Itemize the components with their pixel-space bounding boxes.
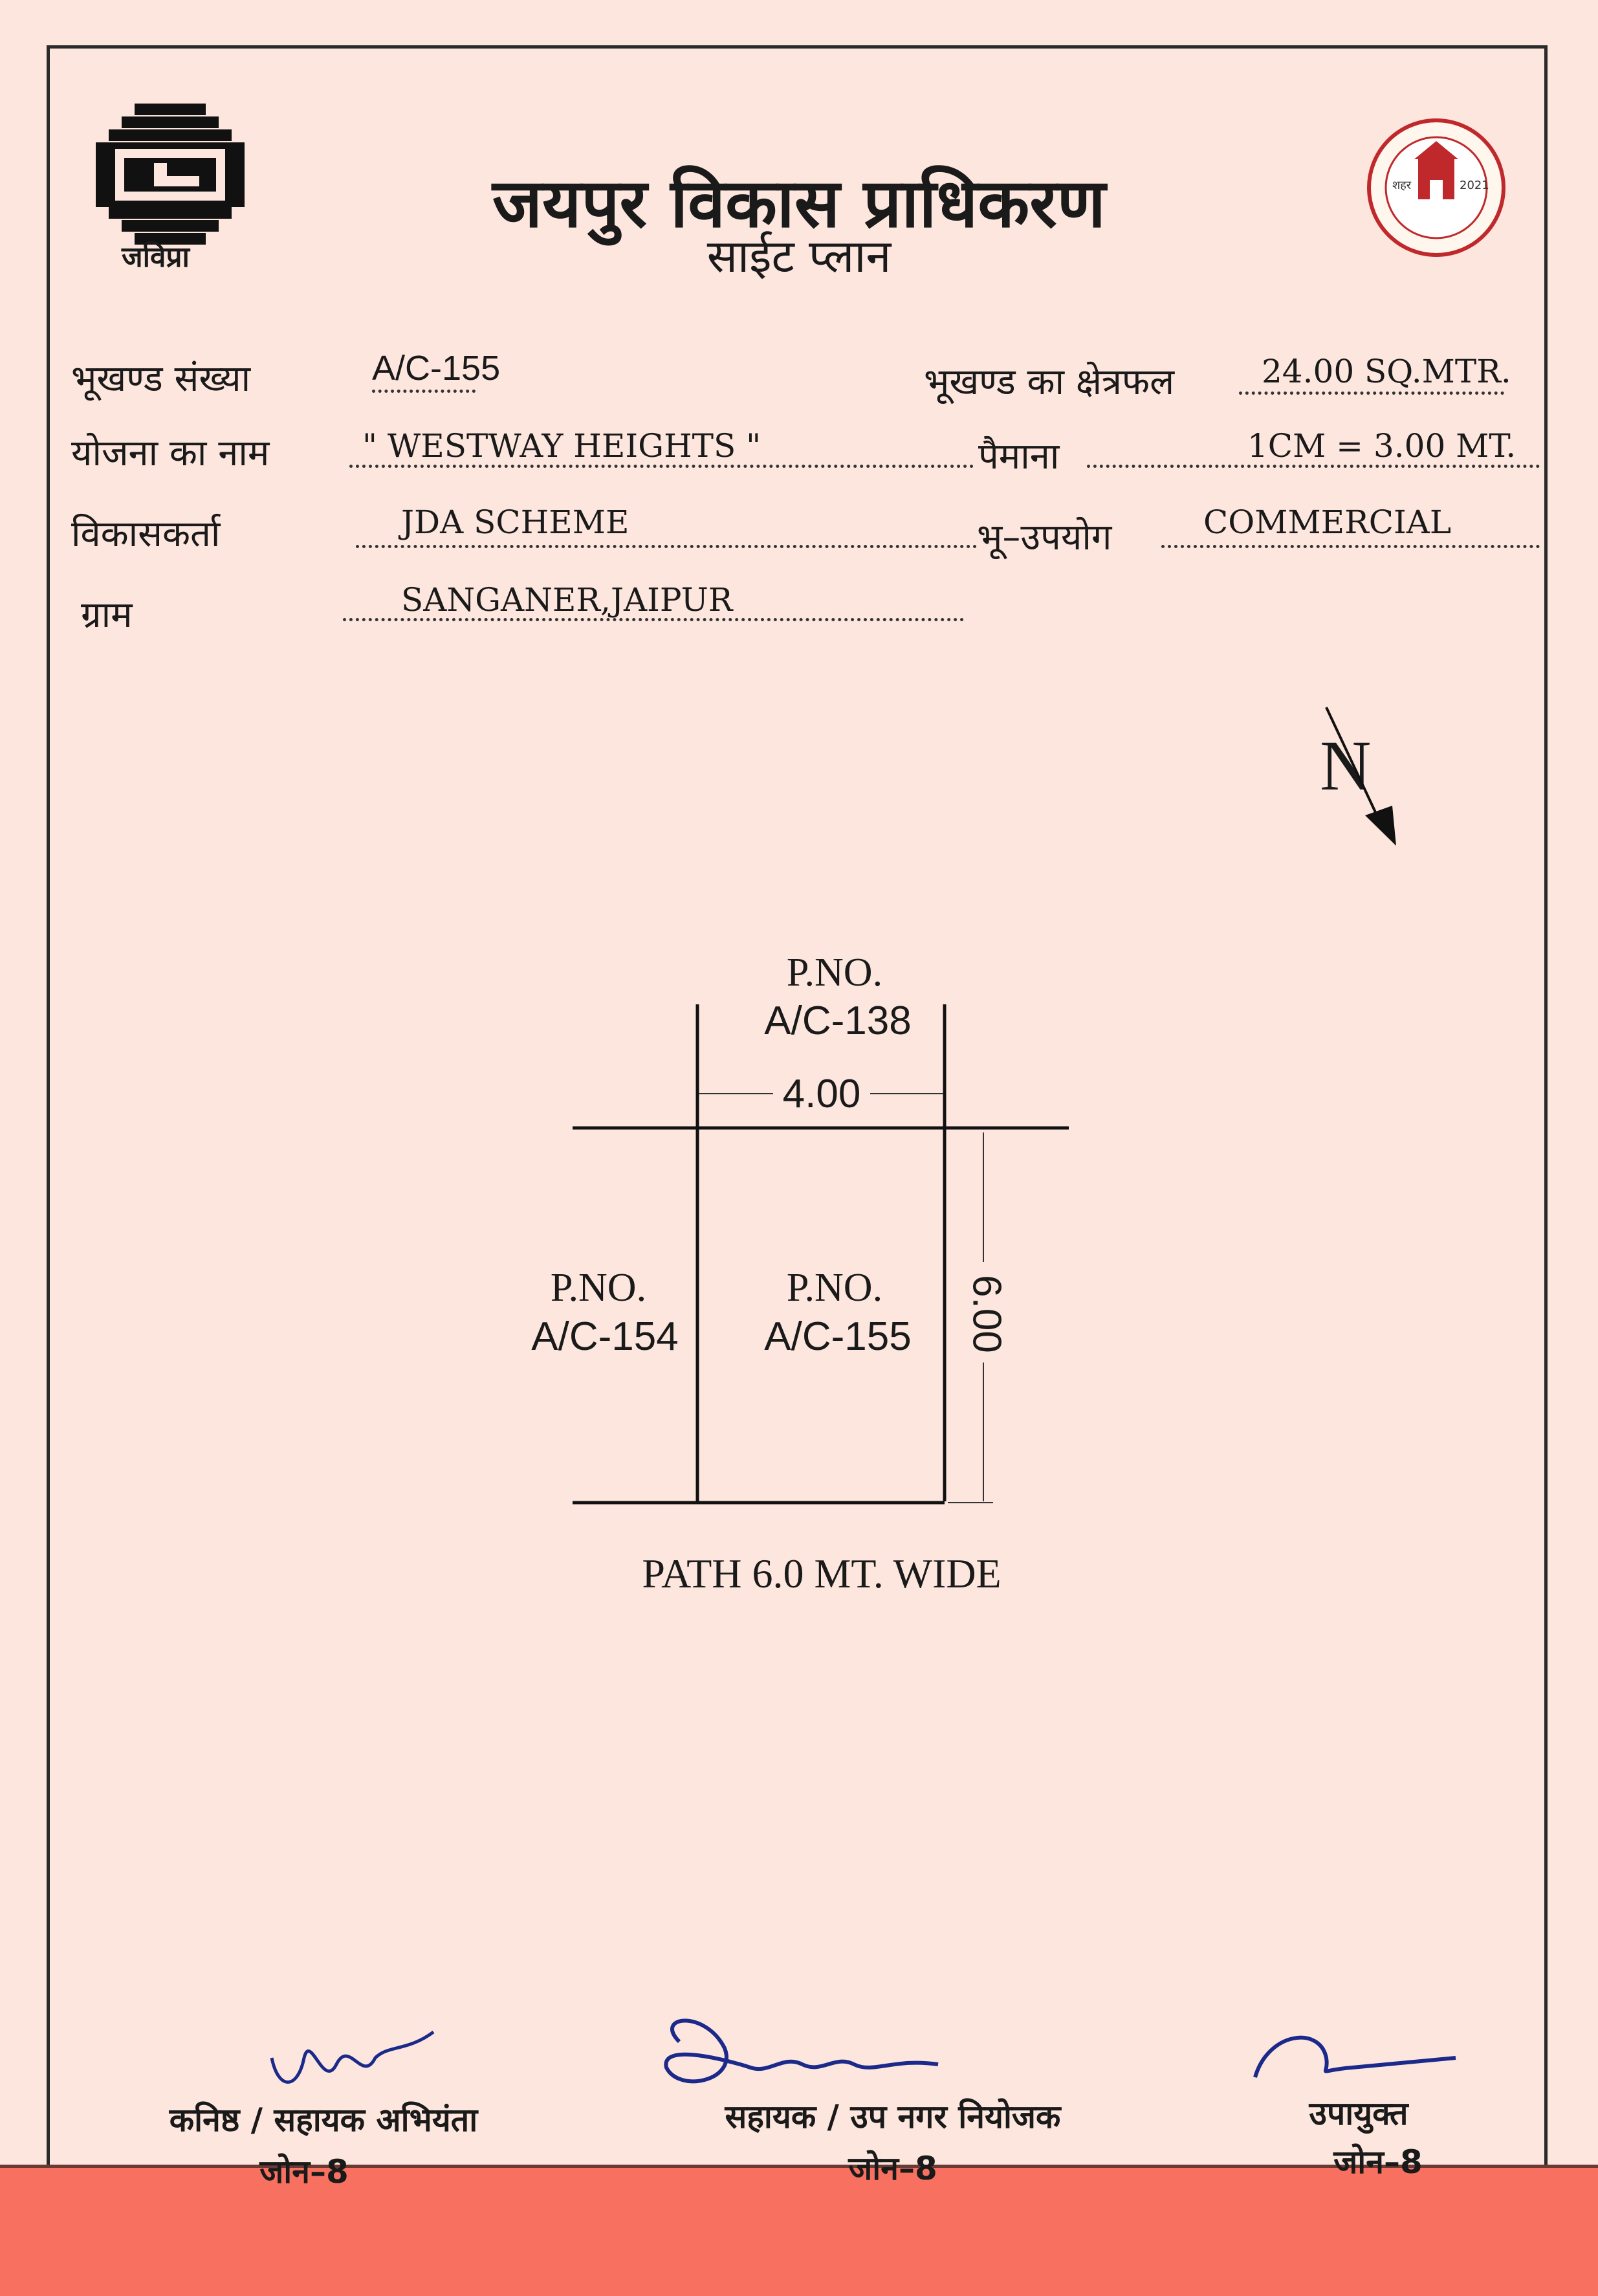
- left-plot-label: P.NO.: [550, 1266, 647, 1310]
- deputy-commissioner-title: उपायुक्त: [1309, 2095, 1408, 2132]
- plot-no-value: A/C-155: [372, 349, 501, 388]
- scale-label: पैमाना: [978, 436, 1060, 478]
- scheme-label: योजना का नाम: [71, 432, 270, 474]
- top-plot-no: A/C-138: [764, 999, 912, 1043]
- logo-caption: जविप्रा: [122, 241, 190, 274]
- land-use-value: COMMERCIAL: [1203, 503, 1452, 541]
- village-value: SANGANER,JAIPUR: [401, 581, 733, 619]
- document-title: जयपुर विकास प्राधिकरण: [492, 164, 1106, 243]
- developer-value: JDA SCHEME: [401, 503, 629, 541]
- junior-engineer-title: कनिष्ठ / सहायक अभियंता: [169, 2101, 478, 2139]
- town-planner-zone: जोन–8: [848, 2150, 937, 2187]
- land-use-label: भू–उपयोग: [977, 516, 1112, 558]
- developer-label: विकासकर्ता: [71, 513, 221, 555]
- north-label: N: [1320, 726, 1372, 805]
- left-plot-no: A/C-154: [531, 1314, 679, 1359]
- svg-text:2021: 2021: [1460, 179, 1489, 192]
- scheme-value: " WESTWAY HEIGHTS ": [362, 427, 761, 465]
- town-planner-title: सहायक / उप नगर नियोजक: [725, 2098, 1061, 2136]
- center-plot-label: P.NO.: [786, 1266, 883, 1310]
- town-planner-signature: [640, 2003, 951, 2100]
- document-subtitle: साईट प्लान: [706, 230, 892, 283]
- deputy-commissioner-signature: [1242, 2019, 1462, 2090]
- svg-text:शहर: शहर: [1392, 179, 1412, 192]
- village-label: ग्राम: [81, 594, 133, 636]
- depth-dimension: 6.00: [964, 1266, 1010, 1363]
- area-label: भूखण्ड का क्षेत्रफल: [924, 361, 1175, 403]
- scale-value: 1CM = 3.00 MT.: [1247, 427, 1516, 465]
- path-label: PATH 6.0 MT. WIDE: [642, 1551, 1001, 1596]
- junior-engineer-signature: [259, 2019, 453, 2103]
- junior-engineer-zone: जोन–8: [259, 2153, 349, 2191]
- area-value: 24.00 SQ.MTR.: [1262, 353, 1511, 390]
- center-plot-no: A/C-155: [764, 1314, 912, 1359]
- deputy-commissioner-zone: जोन–8: [1333, 2143, 1423, 2181]
- plot-no-label: भूखण्ड संख्या: [71, 358, 251, 400]
- width-dimension: 4.00: [773, 1071, 870, 1117]
- top-plot-label: P.NO.: [786, 951, 883, 995]
